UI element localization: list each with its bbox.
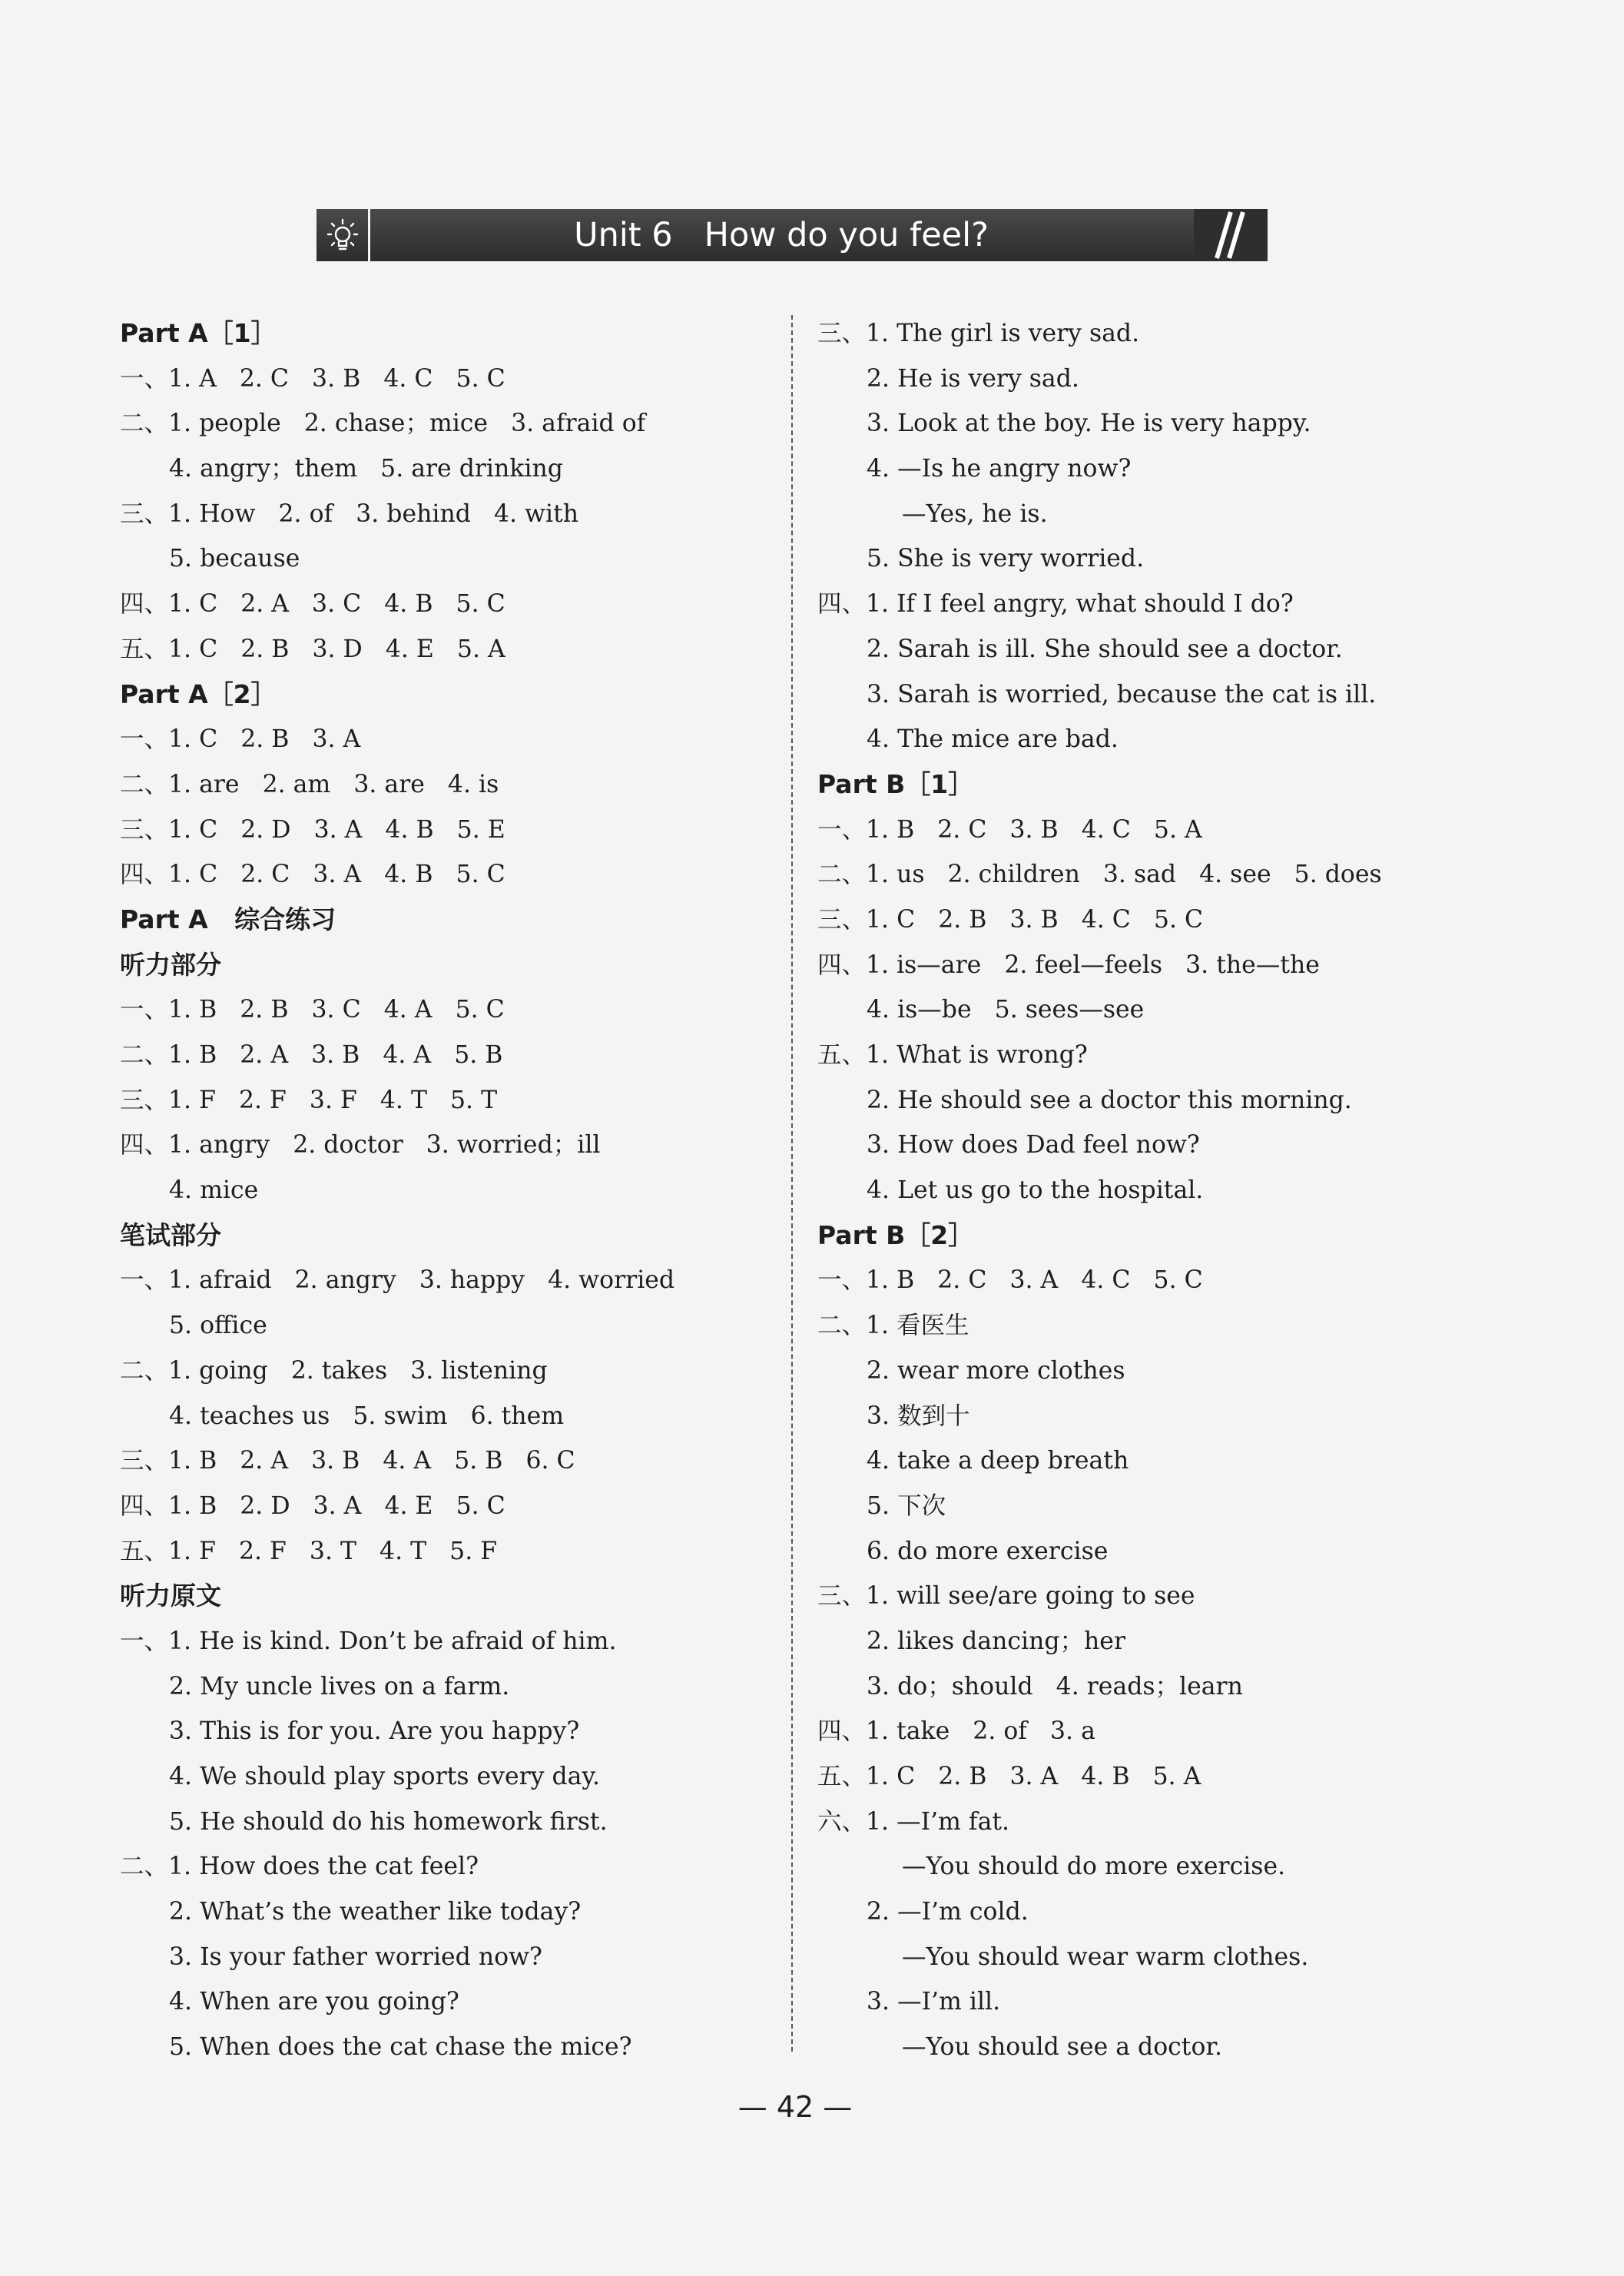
answer-line: 五、1. C 2. B 3. A 4. B 5. A — [817, 1763, 1201, 1790]
answer-line: 四、1. take 2. of 3. a — [817, 1717, 1095, 1746]
answer-line: 一、1. B 2. C 3. A 4. C 5. C — [817, 1266, 1203, 1295]
answer-line: 二、1. B 2. A 3. B 4. A 5. B — [120, 1041, 503, 1069]
answer-line: 三、1. will see/are going to see — [817, 1582, 1195, 1611]
answer-line: 二、1. us 2. children 3. sad 4. see 5. does — [817, 861, 1382, 889]
answer-line: —You should wear warm clothes. — [902, 1943, 1309, 1971]
answer-line: —Yes, he is. — [902, 499, 1048, 528]
answer-line: 二、1. are 2. am 3. are 4. is — [120, 770, 499, 798]
lightbulb-icon — [317, 209, 370, 261]
answer-line: 五、1. C 2. B 3. D 4. E 5. A — [120, 635, 505, 663]
answer-line: 四、1. If I feel angry, what should I do? — [817, 590, 1294, 619]
answer-line: —You should do more exercise. — [902, 1853, 1286, 1881]
answer-line: 2. Sarah is ill. She should see a doctor. — [867, 635, 1343, 663]
answer-line: 4. mice — [169, 1176, 259, 1205]
answer-line: 一、1. B 2. C 3. B 4. C 5. A — [817, 815, 1202, 844]
answer-line: 5. She is very worried. — [867, 545, 1145, 573]
answer-line: 4. take a deep breath — [867, 1447, 1129, 1475]
answer-line: 二、1. How does the cat feel? — [120, 1853, 479, 1881]
answer-line: 3. Sarah is worried, because the cat is ill. — [867, 680, 1377, 708]
answer-line: 3. —I’m ill. — [867, 1988, 1001, 2016]
answer-line: 五、1. What is wrong? — [817, 1041, 1088, 1069]
answer-line: 2. He is very sad. — [867, 364, 1079, 393]
answer-line: 4. teaches us 5. swim 6. them — [169, 1402, 565, 1430]
answer-line: 4. angry；them 5. are drinking — [169, 455, 563, 483]
answer-line: 一、1. C 2. B 3. A — [120, 725, 361, 754]
answer-line: 3. How does Dad feel now? — [867, 1131, 1200, 1160]
section-heading: Part A 综合练习 — [120, 904, 336, 934]
answer-line: 一、1. A 2. C 3. B 4. C 5. C — [120, 364, 505, 393]
answer-line: 4. Let us go to the hospital. — [867, 1176, 1204, 1205]
section-heading: Part A［2］ — [120, 678, 277, 709]
answer-line: 三、1. The girl is very sad. — [817, 320, 1140, 347]
answer-line: 六、1. —I’m fat. — [817, 1807, 1010, 1836]
answer-line: 四、1. C 2. A 3. C 4. B 5. C — [120, 590, 505, 619]
slash-decoration-icon — [1194, 209, 1268, 261]
answer-line: 4. is—be 5. sees—see — [867, 996, 1145, 1024]
section-heading: Part B［2］ — [817, 1219, 974, 1250]
answer-line: 二、1. people 2. chase；mice 3. afraid of — [120, 410, 646, 438]
answer-line: 3. Look at the boy. He is very happy. — [867, 410, 1311, 438]
answer-line: 4. We should play sports every day. — [169, 1763, 601, 1790]
answer-line: 2. He should see a doctor this morning. — [867, 1086, 1352, 1114]
answer-line: 5. office — [169, 1312, 267, 1340]
answer-line: 2. What’s the weather like today? — [169, 1898, 582, 1926]
answer-line: 5. He should do his homework first. — [169, 1807, 608, 1836]
answer-line: 一、1. afraid 2. angry 3. happy 4. worried — [120, 1266, 675, 1295]
answer-line: —You should see a doctor. — [902, 2033, 1223, 2062]
answer-line: 3. Is your father worried now? — [169, 1943, 542, 1971]
answer-line: 3. 数到十 — [867, 1402, 970, 1430]
section-heading: 笔试部分 — [120, 1219, 221, 1250]
answer-line: 三、1. How 2. of 3. behind 4. with — [120, 499, 579, 528]
answer-line: 4. When are you going? — [169, 1988, 459, 2016]
answer-line: 2. —I’m cold. — [867, 1898, 1029, 1926]
section-heading: 听力原文 — [120, 1581, 221, 1611]
answer-line: 3. This is for you. Are you happy? — [169, 1717, 580, 1746]
answer-line: 二、1. 看医生 — [817, 1312, 969, 1340]
answer-line: 三、1. C 2. D 3. A 4. B 5. E — [120, 815, 505, 844]
answer-line: 5. When does the cat chase the mice? — [169, 2033, 632, 2062]
answer-line: 5. because — [169, 545, 300, 573]
answer-line: 3. do；should 4. reads；learn — [867, 1672, 1243, 1700]
answer-line: 四、1. is—are 2. feel—feels 3. the—the — [817, 951, 1320, 979]
answer-line: 4. —Is he angry now? — [867, 455, 1132, 483]
answer-column-right — [817, 311, 1382, 2070]
answer-line: 三、1. C 2. B 3. B 4. C 5. C — [817, 905, 1204, 934]
answer-line: 四、1. angry 2. doctor 3. worried；ill — [120, 1131, 601, 1160]
section-heading: Part A［1］ — [120, 318, 277, 348]
answer-line: 四、1. C 2. C 3. A 4. B 5. C — [120, 861, 505, 889]
answer-line: 2. likes dancing；her — [867, 1627, 1126, 1655]
answer-line: 一、1. B 2. B 3. C 4. A 5. C — [120, 996, 505, 1024]
column-divider — [791, 315, 793, 2052]
answer-line: 三、1. B 2. A 3. B 4. A 5. B 6. C — [120, 1447, 575, 1475]
answer-line: 三、1. F 2. F 3. F 4. T 5. T — [120, 1086, 498, 1114]
answer-line: 2. wear more clothes — [867, 1356, 1125, 1385]
section-heading: 听力部分 — [120, 949, 221, 980]
page-title: Unit 6 How do you feel? — [574, 216, 989, 254]
answer-column-left — [120, 311, 674, 2070]
answer-line: 四、1. B 2. D 3. A 4. E 5. C — [120, 1491, 505, 1520]
answer-line: 一、1. He is kind. Don’t be afraid of him. — [120, 1627, 617, 1655]
answer-line: 6. do more exercise — [867, 1537, 1109, 1565]
answer-line: 5. 下次 — [867, 1491, 946, 1520]
answer-line: 2. My uncle lives on a farm. — [169, 1672, 510, 1700]
answer-line: 五、1. F 2. F 3. T 4. T 5. F — [120, 1537, 498, 1565]
section-heading: Part B［1］ — [817, 768, 974, 799]
answer-line: 二、1. going 2. takes 3. listening — [120, 1356, 548, 1385]
answer-line: 4. The mice are bad. — [867, 725, 1119, 754]
page-number: — 42 — — [737, 2090, 853, 2124]
